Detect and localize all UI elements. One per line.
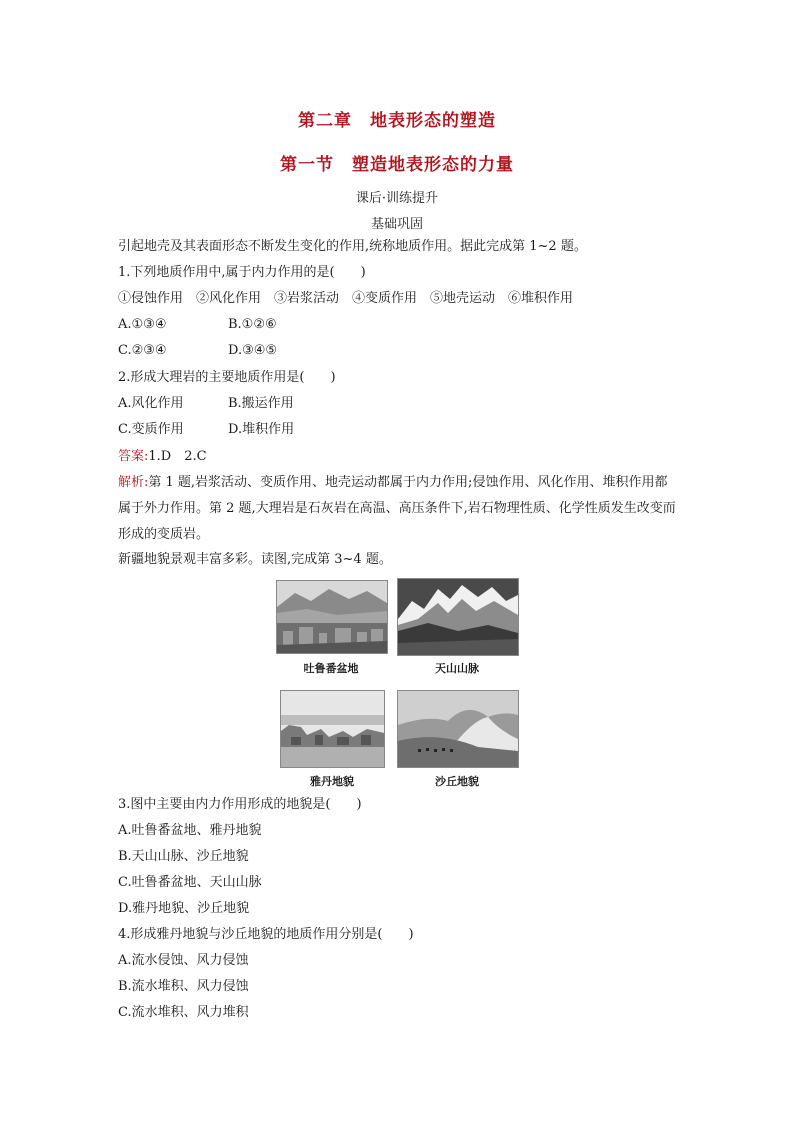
section-label: 课后·训练提升	[355, 191, 439, 206]
sand-dune-photo	[397, 690, 519, 768]
question-2-option-d: D.堆积作用	[228, 422, 295, 437]
analysis-text: 第 1 题,岩浆活动、变质作用、地壳运动都属于内力作用;侵蚀作用、风化作用、堆积作用都属于外力作用。第 2 题,大理岩是石灰岩在高温、高压条件下,岩石物理性质、化学性质发生改变而形成的变质岩。	[118, 475, 676, 542]
yardang-landform-photo	[280, 690, 385, 768]
analysis-paragraph	[118, 470, 678, 548]
question-3-stem: 3.图中主要由内力作用形成的地貌是( )	[118, 797, 362, 812]
question-2-option-a: A.风化作用	[118, 396, 184, 411]
question-1-stem: 1.下列地质作用中,属于内力作用的是( )	[118, 265, 366, 280]
tianshan-mountains-photo	[397, 578, 519, 656]
question-2-stem: 2.形成大理岩的主要地质作用是( )	[118, 370, 336, 385]
answer-line	[118, 448, 207, 466]
answer-label: 答案:	[118, 449, 149, 464]
photo-caption-tianshan: 天山山脉	[435, 662, 479, 675]
intro-text-2: 新疆地貌景观丰富多彩。读图,完成第 3~4 题。	[118, 552, 392, 567]
question-1-option-b: B.①②⑥	[228, 317, 277, 332]
chapter-title: 第二章 地表形态的塑造	[298, 111, 496, 131]
turpan-basin-photo	[276, 580, 388, 654]
analysis-label: 解析:	[118, 475, 149, 490]
question-1-option-d: D.③④⑤	[228, 343, 278, 358]
photo-caption-turpan: 吐鲁番盆地	[303, 662, 359, 675]
question-1-option-a: A.①③④	[118, 317, 167, 332]
question-3-option-b: B.天山山脉、沙丘地貌	[118, 849, 249, 864]
question-3-option-c: C.吐鲁番盆地、天山山脉	[118, 875, 262, 890]
intro-text-1: 引起地壳及其表面形态不断发生变化的作用,统称地质作用。据此完成第 1~2 题。	[118, 239, 587, 254]
question-4-stem: 4.形成雅丹地貌与沙丘地貌的地质作用分别是( )	[118, 927, 414, 942]
photo-caption-yardang: 雅丹地貌	[310, 775, 354, 788]
question-1-items: ①侵蚀作用 ②风化作用 ③岩浆活动 ④变质作用 ⑤地壳运动 ⑥堆积作用	[118, 291, 574, 306]
question-4-option-c: C.流水堆积、风力堆积	[118, 1005, 249, 1020]
section-title: 第一节 塑造地表形态的力量	[280, 155, 514, 175]
sub-label: 基础巩固	[370, 217, 423, 232]
answer-text: 1.D 2.C	[148, 449, 207, 464]
question-1-option-c: C.②③④	[118, 343, 167, 358]
question-2-option-b: B.搬运作用	[228, 396, 294, 411]
question-3-option-d: D.雅丹地貌、沙丘地貌	[118, 901, 250, 916]
question-4-option-a: A.流水侵蚀、风力侵蚀	[118, 953, 249, 968]
question-3-option-a: A.吐鲁番盆地、雅丹地貌	[118, 823, 262, 838]
photo-caption-dunes: 沙丘地貌	[435, 775, 479, 788]
question-2-option-c: C.变质作用	[118, 422, 184, 437]
question-4-option-b: B.流水堆积、风力侵蚀	[118, 979, 249, 994]
